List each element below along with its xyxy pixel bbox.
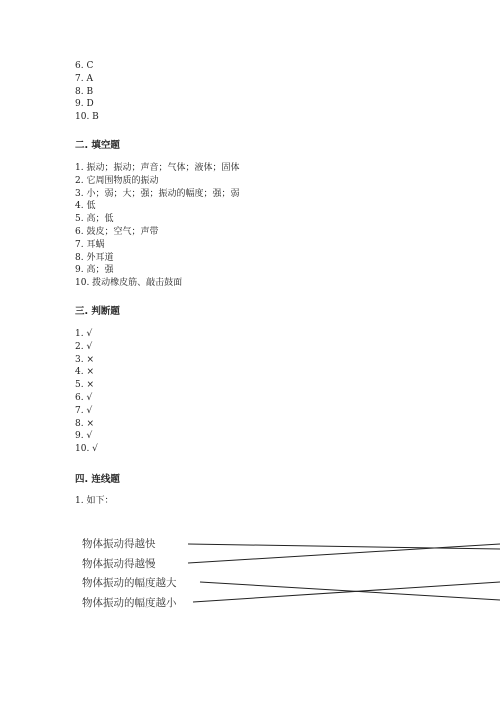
answer-line: 7. A — [75, 73, 93, 84]
answer-line: 9. 高；强 — [75, 265, 114, 276]
answer-line: 1. 如下： — [75, 496, 114, 506]
answer-line: 5. 高；低 — [75, 214, 114, 225]
connector-lines — [0, 525, 500, 625]
diagram-label: 物体振动的幅度越小 — [82, 597, 177, 609]
answer-line: 7. 耳蜗 — [75, 239, 105, 250]
answer-line: 8. × — [75, 418, 94, 429]
answer-line: 5. × — [75, 380, 94, 391]
answer-line: 6. C — [75, 61, 94, 71]
answer-line: 10. √ — [75, 444, 98, 455]
answer-line: 4. × — [75, 367, 94, 378]
judge-section-title: 三. 判断题 — [75, 306, 120, 317]
answer-line: 4. 低 — [75, 201, 96, 212]
choice-answers — [75, 60, 99, 124]
match-section-title: 四. 连线题 — [75, 474, 120, 485]
fill-answers — [75, 162, 239, 290]
answer-line: 2. √ — [75, 341, 93, 352]
answer-line: 9. D — [75, 99, 94, 110]
answer-line: 7. √ — [75, 405, 93, 416]
answer-line: 8. 外耳道 — [75, 252, 114, 263]
answer-line: 1. √ — [75, 329, 93, 339]
diagram-label: 物体振动得越快 — [82, 538, 156, 550]
judge-answers — [75, 328, 98, 456]
answer-line: 10. 拨动橡皮筋、敲击鼓面 — [75, 278, 183, 289]
answer-line: 2. 它周围物质的振动 — [75, 175, 159, 186]
answer-line: 9. √ — [75, 431, 93, 442]
match-answers — [75, 495, 113, 508]
matching-diagram — [0, 525, 500, 625]
diagram-label: 物体振动的幅度越大 — [82, 577, 177, 589]
connector-line — [193, 582, 500, 602]
answer-line: 8. B — [75, 86, 94, 97]
fill-section-title: 二. 填空题 — [75, 140, 120, 151]
answer-line: 6. √ — [75, 392, 93, 403]
answer-line: 3. × — [75, 354, 94, 365]
answer-line: 1. 振动；振动；声音；气体；液体；固体 — [75, 163, 240, 173]
answer-line: 3. 小；弱；大；强；振动的幅度；强；弱 — [75, 188, 240, 199]
diagram-label: 物体振动得越慢 — [82, 558, 156, 570]
answer-line: 6. 鼓皮；空气；声带 — [75, 226, 159, 237]
answer-line: 10. B — [75, 112, 99, 123]
